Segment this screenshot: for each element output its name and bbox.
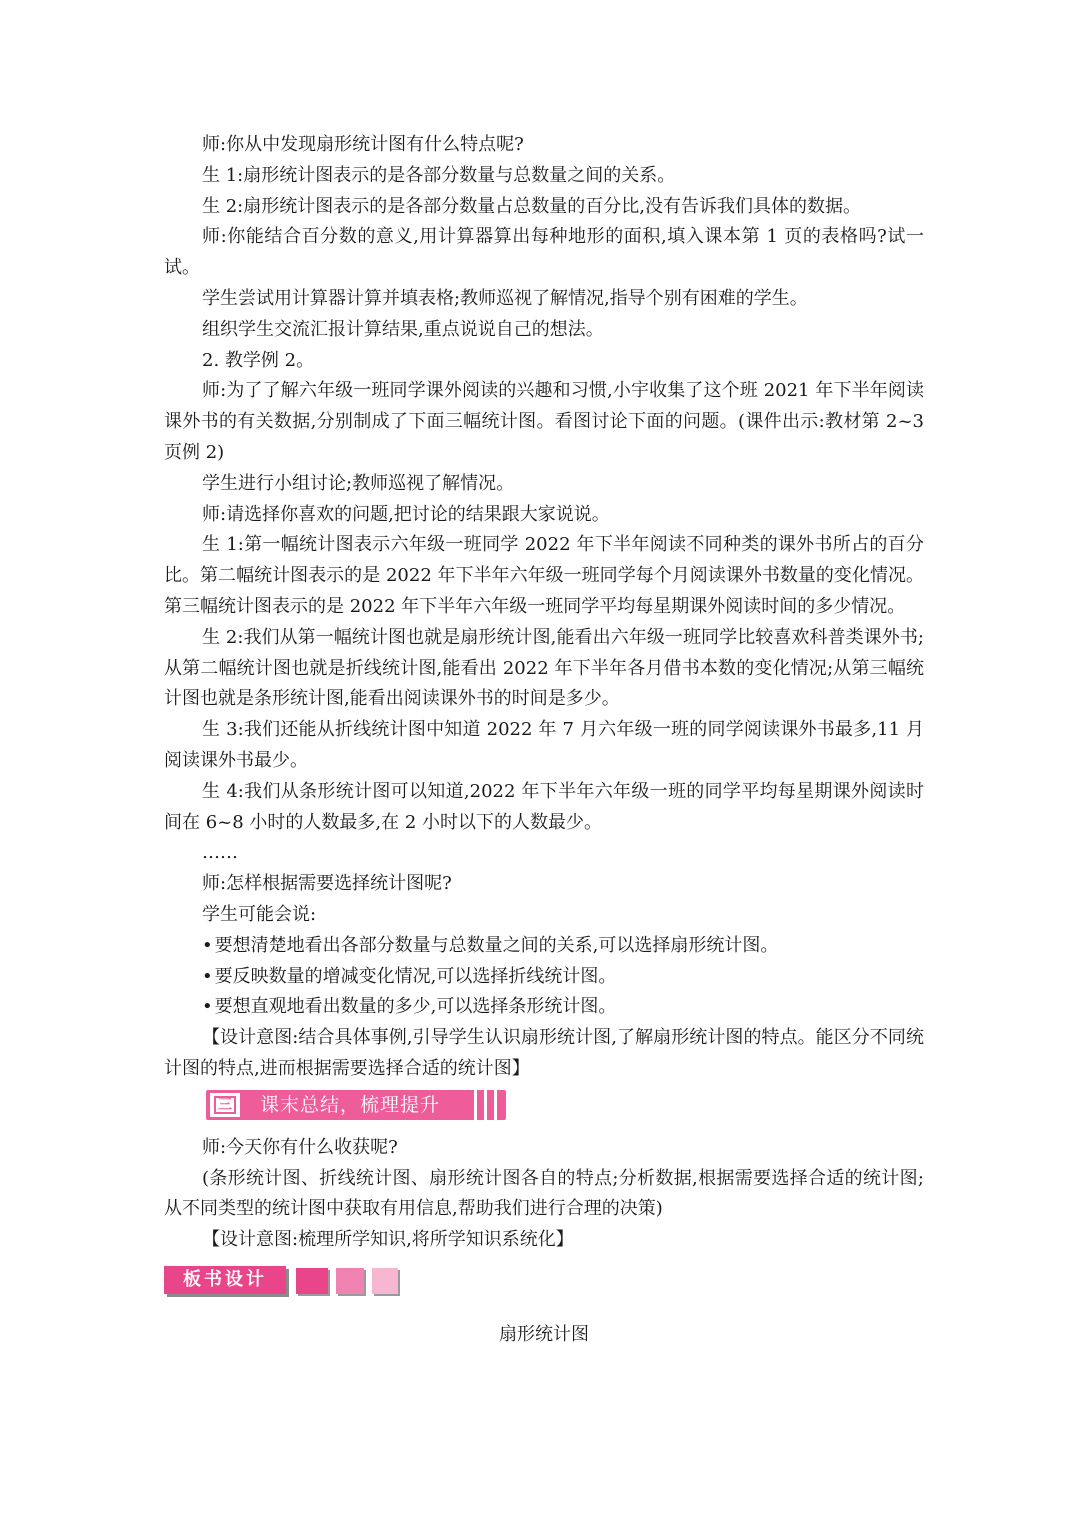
list-item [164, 962, 924, 993]
ellipsis: …… [202, 842, 238, 864]
list-item-text: 要想清楚地看出各部分数量与总数量之间的关系,可以选择扇形统计图。 [214, 934, 779, 956]
paragraph: 学生可能会说: [202, 903, 317, 925]
paragraph: 师:你能结合百分数的意义,用计算器算出每种地形的面积,填入课本第 1 页的表格吗?试一试。 [164, 226, 924, 279]
section-heading-2: 2. 教学例 2。 [202, 349, 315, 371]
list-item [164, 931, 924, 962]
paragraph: 师:今天你有什么收获呢? [202, 1136, 398, 1158]
list-item-text: 要反映数量的增减变化情况,可以选择折线统计图。 [214, 965, 617, 987]
section-number: 三 [214, 1096, 236, 1114]
decor-square [296, 1268, 328, 1294]
board-design-header [164, 1262, 924, 1302]
section-heading-3 [164, 1087, 924, 1125]
bullet-icon: • [202, 934, 213, 956]
design-intent-note: 【设计意图:结合具体事例,引导学生认识扇形统计图,了解扇形统计图的特点。能区分不同统计图的特点,进而根据需要选择合适的统计图】 [164, 1027, 924, 1079]
paragraph: (条形统计图、折线统计图、扇形统计图各自的特点;分析数据,根据需要选择合适的统计图;从不同类型的统计图中获取有用信息,帮助我们进行合理的决策) [164, 1167, 924, 1220]
paragraph: 师:你从中发现扇形统计图有什么特点呢? [202, 134, 524, 155]
paragraph: 生 1:扇形统计图表示的是各部分数量与总数量之间的关系。 [202, 164, 676, 186]
bullet-icon: • [202, 996, 213, 1018]
board-title: 扇形统计图 [499, 1323, 589, 1345]
design-intent-note: 【设计意图:梳理所学知识,将所学知识系统化】 [202, 1229, 574, 1251]
paragraph: 学生尝试用计算器计算并填表格;教师巡视了解情况,指导个别有困难的学生。 [202, 287, 808, 309]
decor-square [336, 1268, 364, 1294]
decor-square [372, 1268, 398, 1294]
paragraph: 生 4:我们从条形统计图可以知道,2022 年下半年六年级一班的同学平均每星期课外阅读时间在 6~8 小时的人数最多,在 2 小时以下的人数最少。 [164, 780, 924, 833]
banner-stripes [470, 1090, 510, 1120]
paragraph: 生 3:我们还能从折线统计图中知道 2022 年 7 月六年级一班的同学阅读课外书最多,11 月阅读课外书最少。 [164, 719, 924, 771]
paragraph: 学生进行小组讨论;教师巡视了解情况。 [202, 472, 515, 494]
paragraph: 生 2:我们从第一幅统计图也就是扇形统计图,能看出六年级一班同学比较喜欢科普类课外书;从第二幅统计图也就是折线统计图,能看出 2022 年下半年各月借书本数的变化情况;从第三幅统计图也就是条形统计图,能看出阅读课外书的时间是多少。 [164, 626, 924, 710]
paragraph: 师:为了了解六年级一班同学课外阅读的兴趣和习惯,小宇收集了这个班 2021 年下半年阅读课外书的有关数据,分别制成了下面三幅统计图。看图讨论下面的问题。(课件出示:教材第 2~3 页例 2) [164, 380, 924, 463]
list-item-text: 要想直观地看出数量的多少,可以选择条形统计图。 [214, 996, 617, 1018]
bullet-icon: • [202, 965, 213, 987]
document-page [164, 130, 924, 1351]
board-design-label: 板书设计 [164, 1266, 286, 1294]
section-title: 课末总结，梳理提升 [260, 1093, 441, 1116]
paragraph: 师:怎样根据需要选择统计图呢? [202, 873, 452, 895]
paragraph: 生 2:扇形统计图表示的是各部分数量占总数量的百分比,没有告诉我们具体的数据。 [202, 195, 861, 217]
list-item [164, 992, 924, 1023]
paragraph: 组织学生交流汇报计算结果,重点说说自己的想法。 [202, 318, 604, 340]
paragraph: 生 1:第一幅统计图表示六年级一班同学 2022 年下半年阅读不同种类的课外书所占的百分比。第二幅统计图表示的是 2022 年下半年六年级一班同学每个月阅读课外书数量的变化情况。第三幅统计图表示的是 2022 年下半年六年级一班同学平均每星期课外阅读时间的多少情况。 [164, 534, 924, 617]
paragraph: 师:请选择你喜欢的问题,把讨论的结果跟大家说说。 [202, 503, 610, 525]
